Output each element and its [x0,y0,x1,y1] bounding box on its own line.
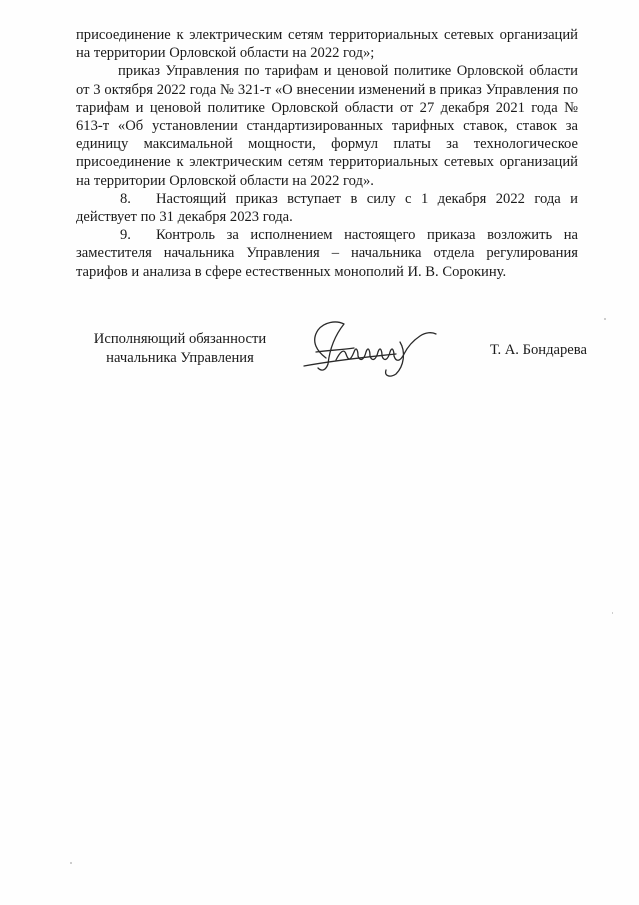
item-9 [76,226,578,281]
scan-speck [604,318,606,320]
item-8-text: Настоящий приказ вступает в силу с 1 декабря 2022 года и действует по 31 декабря 2023 года. [76,190,578,226]
item-8 [76,190,578,226]
handwritten-signature-icon [296,312,446,382]
scan-speck [612,612,613,614]
signatory-title [80,330,280,368]
scan-speck [70,862,72,864]
document-body [76,26,578,281]
item-8-number: 8. [120,190,131,207]
paragraph-continuation: присоединение к электрическим сетям территориальных сетевых организаций на территории Орловской области на 2022 год»; [76,27,578,62]
signatory-title-line2: начальника Управления [106,350,254,366]
signatory-title-line1: Исполняющий обязанности [93,331,267,347]
item-9-text: Контроль за исполнением настоящего приказа возложить на заместителя начальника Управления – начальника отдела регулирования тарифов и анализа в сфере естественных монополий И. В. Сорокину. [76,227,578,280]
item-9-number: 9. [120,227,131,244]
paragraph-order-reference: приказ Управления по тарифам и ценовой политике Орловской области от 3 октября 2022 года № 321-т «О внесении изменений в приказ Управления по тарифам и ценовой политике Орловской области от 27 декабря 2021 года № 613-т «Об установлении стандартизированных тарифных ставок, ставок за единицу максимальной мощности, формул платы за технологическое присоединение к электрическим сетям территориальных сетевых организаций на территории Орловской области на 2022 год». [76,63,578,189]
signatory-name: Т. А. Бондарева [490,342,587,358]
